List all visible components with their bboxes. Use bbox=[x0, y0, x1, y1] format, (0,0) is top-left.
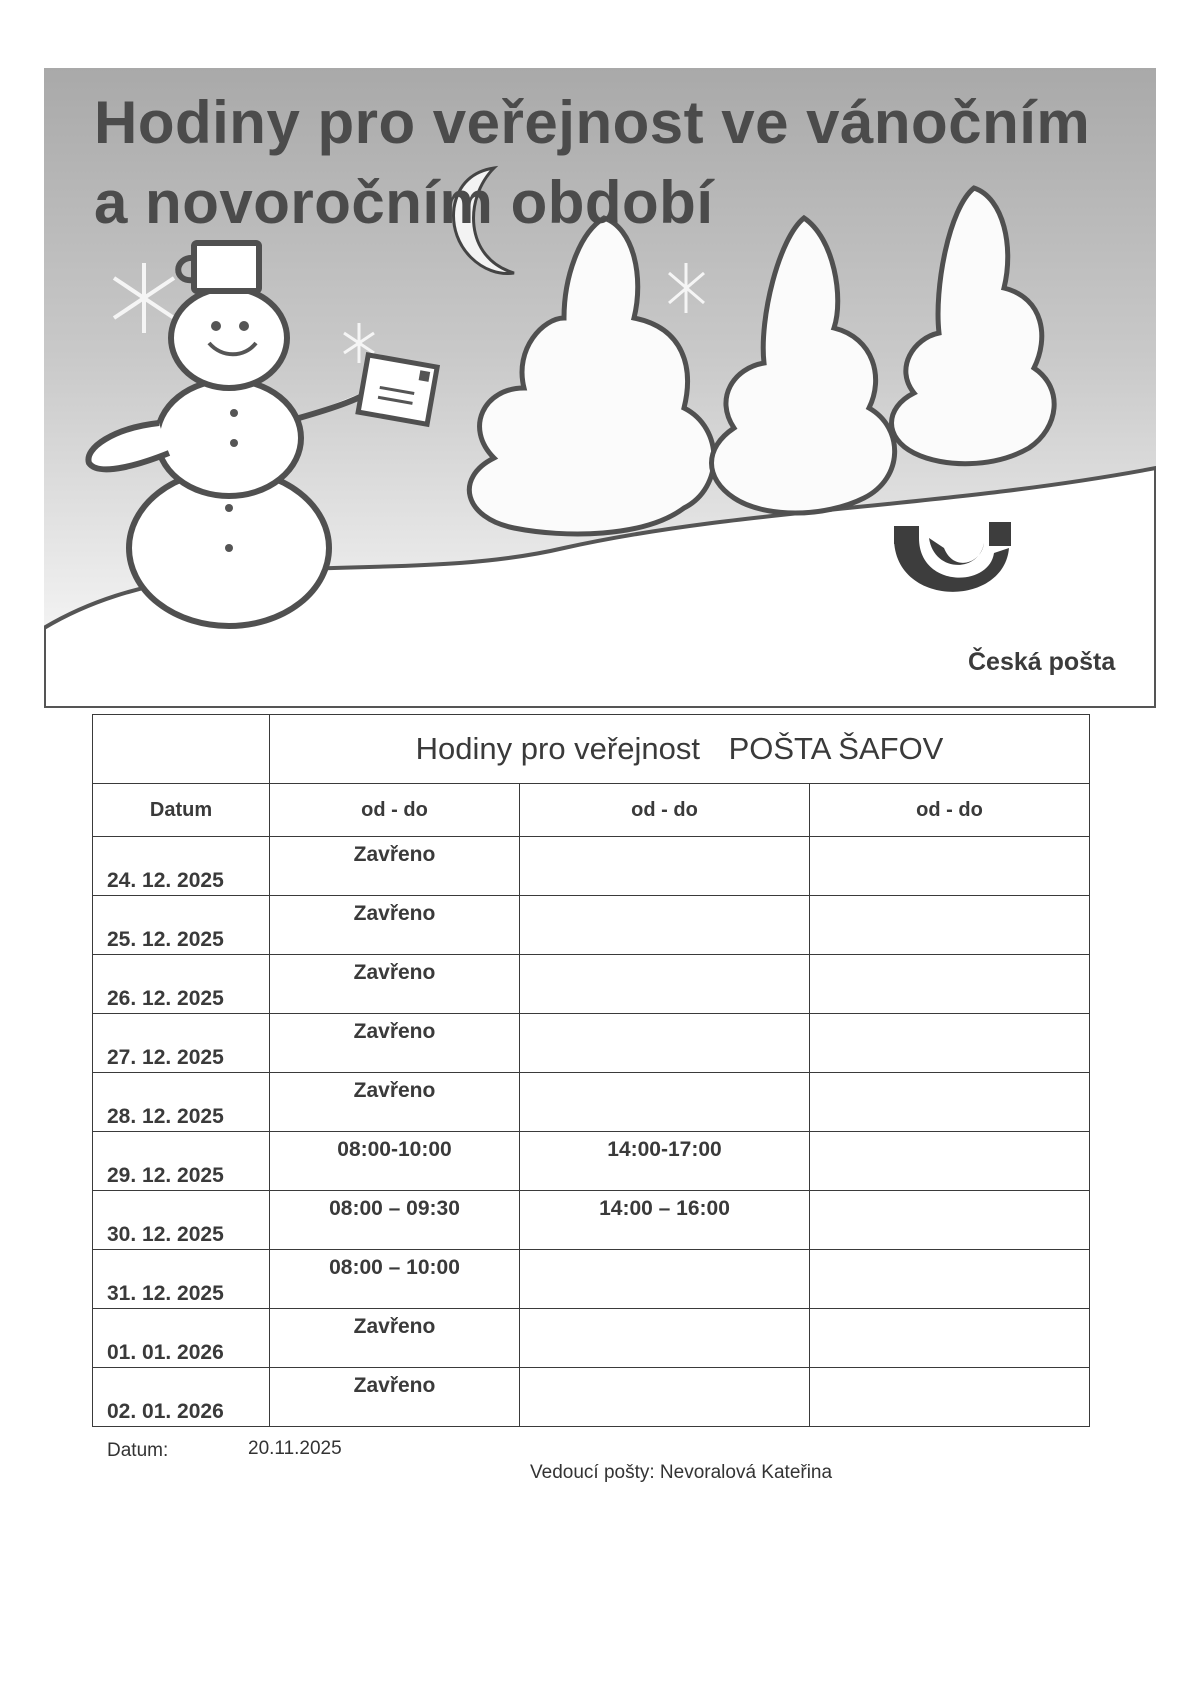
row-date: 24. 12. 2025 bbox=[93, 837, 270, 896]
row-time-3 bbox=[810, 1073, 1090, 1132]
table-row bbox=[93, 1191, 1090, 1250]
row-date: 01. 01. 2026 bbox=[93, 1309, 270, 1368]
row-time-1: 08:00-10:00 bbox=[270, 1132, 520, 1191]
table-header-row bbox=[93, 715, 1090, 784]
table-row bbox=[93, 1309, 1090, 1368]
holiday-banner bbox=[44, 68, 1156, 708]
row-date: 27. 12. 2025 bbox=[93, 1014, 270, 1073]
table-title-text: Hodiny pro veřejnost bbox=[415, 731, 700, 766]
row-time-3 bbox=[810, 1191, 1090, 1250]
column-header-row bbox=[93, 784, 1090, 837]
table-row bbox=[93, 955, 1090, 1014]
row-time-2 bbox=[520, 1250, 810, 1309]
row-time-2 bbox=[520, 896, 810, 955]
footer-datum-value: 20.11.2025 bbox=[248, 1438, 342, 1459]
col-header-time-1: od - do bbox=[270, 784, 520, 837]
envelope-icon bbox=[358, 355, 437, 424]
row-time-3 bbox=[810, 1250, 1090, 1309]
row-date: 30. 12. 2025 bbox=[93, 1191, 270, 1250]
winter-scene-illustration bbox=[44, 68, 1156, 708]
row-time-1: Zavřeno bbox=[270, 1073, 520, 1132]
row-time-2 bbox=[520, 837, 810, 896]
row-time-3 bbox=[810, 837, 1090, 896]
row-time-2 bbox=[520, 1309, 810, 1368]
row-date: 26. 12. 2025 bbox=[93, 955, 270, 1014]
row-time-1: Zavřeno bbox=[270, 896, 520, 955]
row-time-3 bbox=[810, 1309, 1090, 1368]
row-date: 28. 12. 2025 bbox=[93, 1073, 270, 1132]
row-date: 31. 12. 2025 bbox=[93, 1250, 270, 1309]
row-time-2 bbox=[520, 1073, 810, 1132]
table-title bbox=[270, 715, 1090, 784]
row-time-2 bbox=[520, 955, 810, 1014]
row-time-2: 14:00 – 16:00 bbox=[520, 1191, 810, 1250]
table-row bbox=[93, 1014, 1090, 1073]
post-office-name: POŠTA ŠAFOV bbox=[728, 731, 944, 766]
banner-title-line-1: Hodiny pro veřejnost ve vánočním bbox=[94, 89, 1091, 156]
table-row bbox=[93, 1250, 1090, 1309]
table-row bbox=[93, 1132, 1090, 1191]
col-header-date: Datum bbox=[93, 784, 270, 837]
row-date: 29. 12. 2025 bbox=[93, 1132, 270, 1191]
row-time-1: Zavřeno bbox=[270, 837, 520, 896]
row-time-3 bbox=[810, 896, 1090, 955]
col-header-time-3: od - do bbox=[810, 784, 1090, 837]
footer-manager: Vedoucí pošty: Nevoralová Kateřina bbox=[530, 1462, 833, 1483]
row-time-1: Zavřeno bbox=[270, 955, 520, 1014]
empty-header-cell bbox=[93, 715, 270, 784]
opening-hours-table bbox=[92, 714, 1090, 1427]
row-time-3 bbox=[810, 1014, 1090, 1073]
row-time-1: Zavřeno bbox=[270, 1368, 520, 1427]
row-date: 25. 12. 2025 bbox=[93, 896, 270, 955]
table-row bbox=[93, 837, 1090, 896]
row-time-3 bbox=[810, 1368, 1090, 1427]
table-row bbox=[93, 1368, 1090, 1427]
row-time-3 bbox=[810, 1132, 1090, 1191]
row-time-2: 14:00-17:00 bbox=[520, 1132, 810, 1191]
table-row bbox=[93, 1073, 1090, 1132]
row-time-2 bbox=[520, 1368, 810, 1427]
row-time-2 bbox=[520, 1014, 810, 1073]
logo-text: Česká pošta bbox=[968, 648, 1116, 676]
footer-datum-label: Datum: bbox=[107, 1440, 169, 1461]
col-header-time-2: od - do bbox=[520, 784, 810, 837]
row-time-3 bbox=[810, 955, 1090, 1014]
banner-title-line-2: a novoročním období bbox=[94, 169, 714, 236]
row-time-1: Zavřeno bbox=[270, 1014, 520, 1073]
row-time-1: 08:00 – 10:00 bbox=[270, 1250, 520, 1309]
row-time-1: Zavřeno bbox=[270, 1309, 520, 1368]
row-date: 02. 01. 2026 bbox=[93, 1368, 270, 1427]
row-time-1: 08:00 – 09:30 bbox=[270, 1191, 520, 1250]
table-row bbox=[93, 896, 1090, 955]
